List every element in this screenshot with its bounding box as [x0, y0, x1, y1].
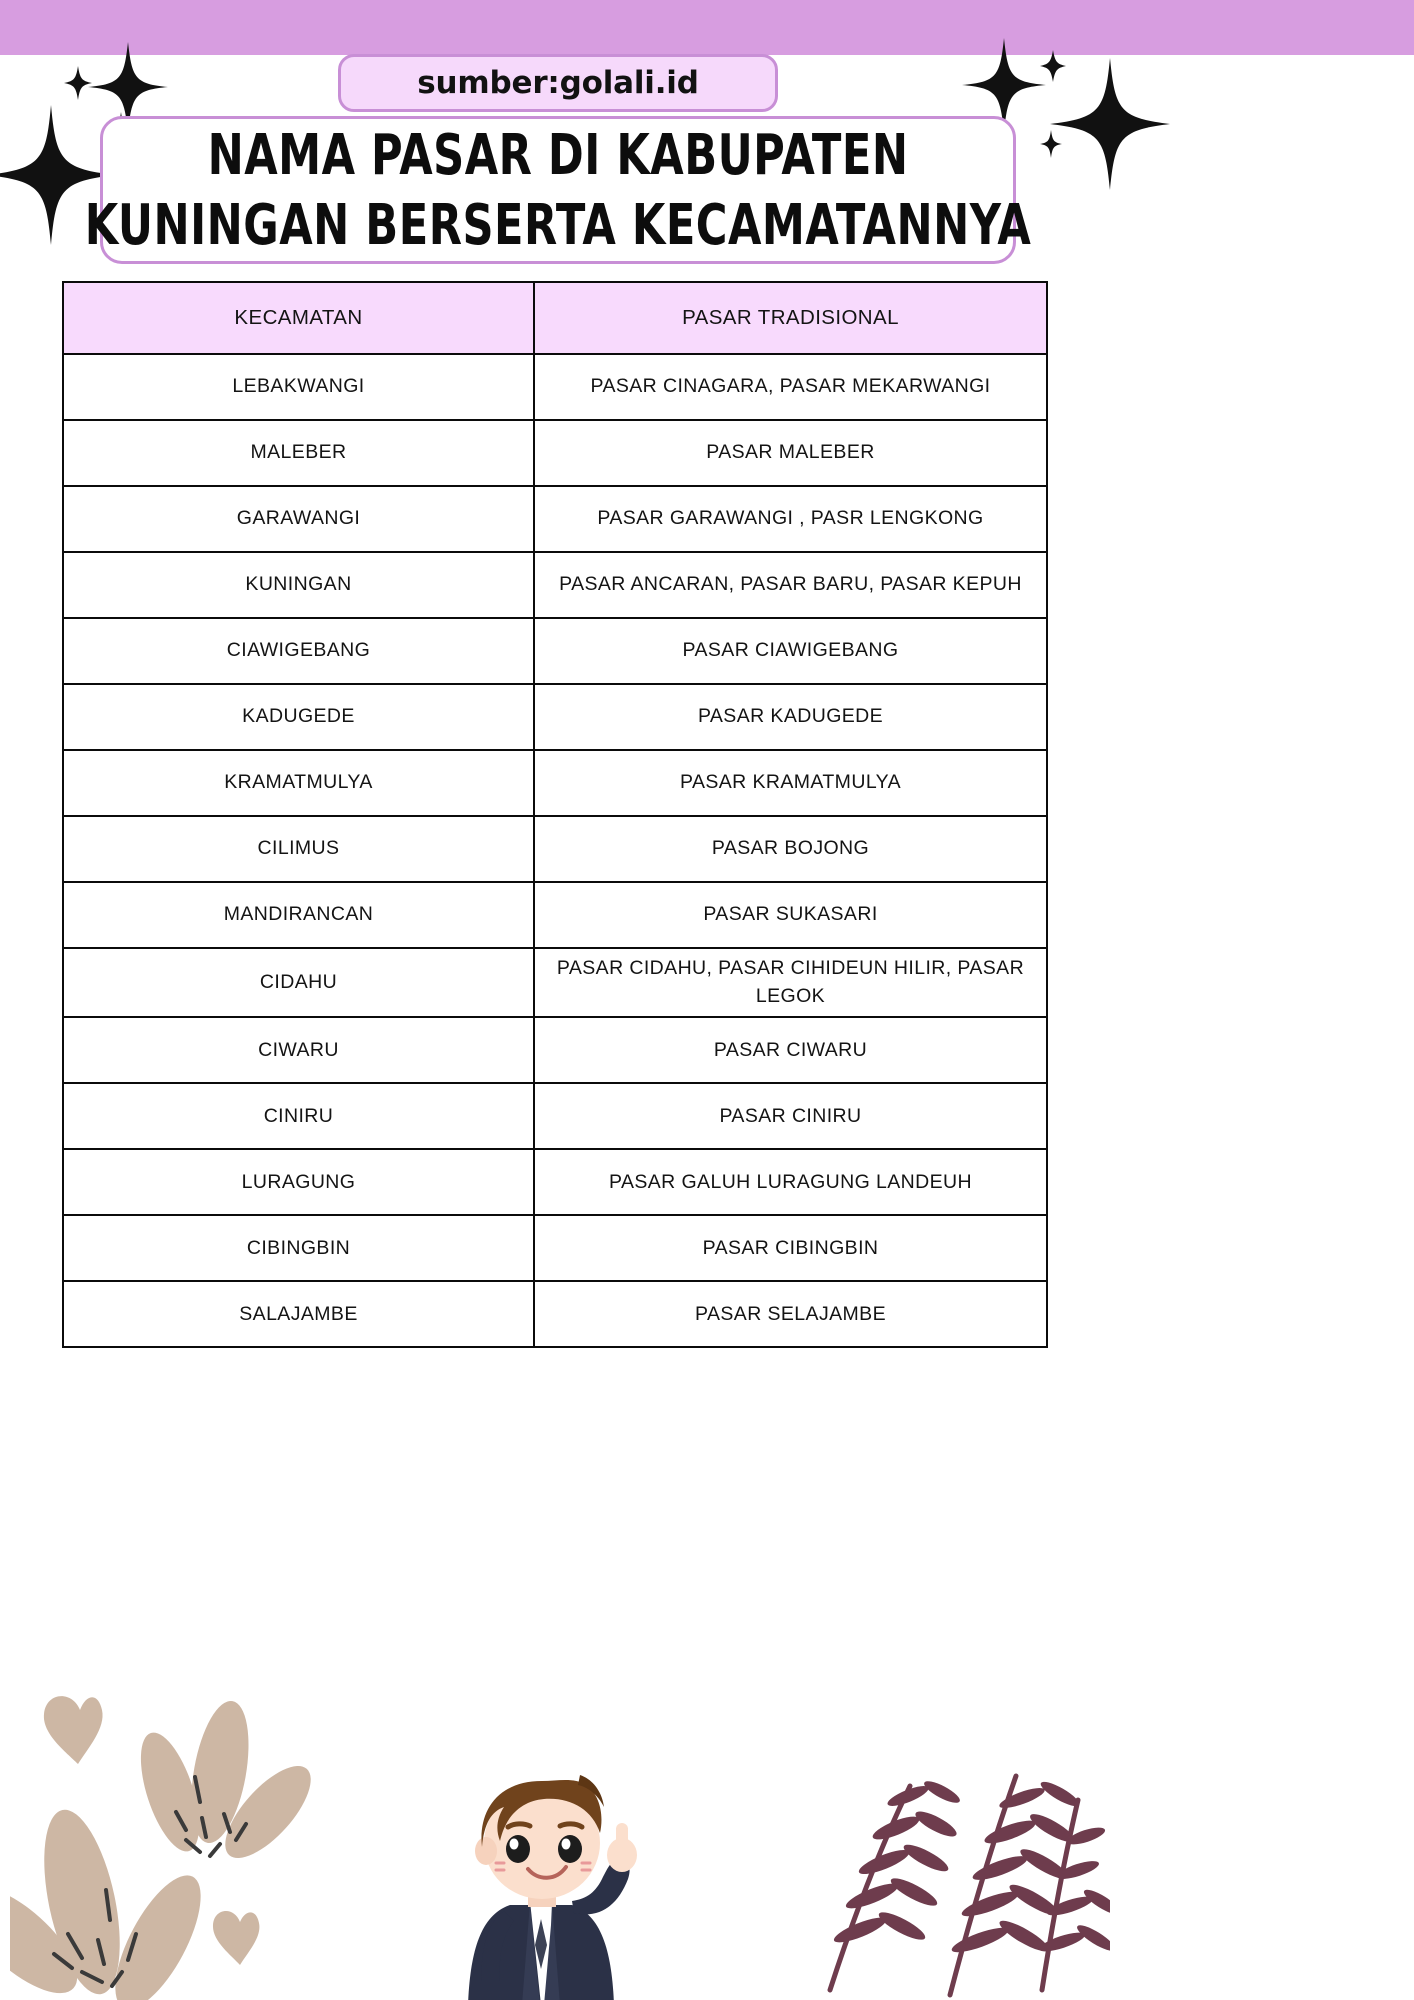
source-badge	[338, 54, 778, 112]
table-row	[63, 1215, 1047, 1281]
cell-kecamatan: CIDAHU	[63, 948, 534, 1017]
cell-kecamatan: CIWARU	[63, 1017, 534, 1083]
sparkle-icon	[1050, 58, 1170, 190]
markets-table	[62, 281, 1048, 1348]
cell-kecamatan: GARAWANGI	[63, 486, 534, 552]
cell-pasar-tradisional: PASAR SUKASARI	[534, 882, 1047, 948]
cell-kecamatan: CIAWIGEBANG	[63, 618, 534, 684]
beige-leaf-cluster-decoration	[10, 1672, 350, 2000]
table-row	[63, 684, 1047, 750]
cell-kecamatan: MALEBER	[63, 420, 534, 486]
cell-kecamatan: MANDIRANCAN	[63, 882, 534, 948]
cell-kecamatan: LURAGUNG	[63, 1149, 534, 1215]
page-title-line-1: NAMA PASAR DI KABUPATEN	[207, 121, 909, 188]
table-row	[63, 1281, 1047, 1347]
table-row	[63, 816, 1047, 882]
page-title-line-2: KUNINGAN BERSERTA KECAMATANNYA	[84, 191, 1032, 258]
cell-kecamatan: KUNINGAN	[63, 552, 534, 618]
cell-kecamatan: CINIRU	[63, 1083, 534, 1149]
table-row	[63, 486, 1047, 552]
cell-pasar-tradisional: PASAR KRAMATMULYA	[534, 750, 1047, 816]
table-row	[63, 750, 1047, 816]
table-row	[63, 618, 1047, 684]
cell-kecamatan: KADUGEDE	[63, 684, 534, 750]
table-row	[63, 420, 1047, 486]
table-row	[63, 1083, 1047, 1149]
cell-kecamatan: LEBAKWANGI	[63, 354, 534, 420]
column-header-pasar-tradisional: PASAR TRADISIONAL	[534, 282, 1047, 354]
table-row	[63, 354, 1047, 420]
cartoon-boy-illustration	[452, 1755, 682, 2000]
cell-pasar-tradisional: PASAR MALEBER	[534, 420, 1047, 486]
cell-pasar-tradisional: PASAR GALUH LURAGUNG LANDEUH	[534, 1149, 1047, 1215]
table-row	[63, 948, 1047, 1017]
table-header-row	[63, 282, 1047, 354]
cell-pasar-tradisional: PASAR ANCARAN, PASAR BARU, PASAR KEPUH	[534, 552, 1047, 618]
table-row	[63, 1149, 1047, 1215]
table-row	[63, 882, 1047, 948]
markets-table-container	[62, 281, 1046, 1348]
table-row	[63, 1017, 1047, 1083]
cell-pasar-tradisional: PASAR SELAJAMBE	[534, 1281, 1047, 1347]
cell-pasar-tradisional: PASAR CIAWIGEBANG	[534, 618, 1047, 684]
cell-kecamatan: CIBINGBIN	[63, 1215, 534, 1281]
cell-pasar-tradisional: PASAR KADUGEDE	[534, 684, 1047, 750]
top-purple-bar	[0, 0, 1414, 55]
sparkle-icon	[64, 66, 92, 100]
cell-pasar-tradisional: PASAR CIBINGBIN	[534, 1215, 1047, 1281]
cell-pasar-tradisional: PASAR CIWARU	[534, 1017, 1047, 1083]
column-header-kecamatan: KECAMATAN	[63, 282, 534, 354]
cell-kecamatan: SALAJAMBE	[63, 1281, 534, 1347]
cell-pasar-tradisional: PASAR CINAGARA, PASAR MEKARWANGI	[534, 354, 1047, 420]
cell-pasar-tradisional: PASAR CIDAHU, PASAR CIHIDEUN HILIR, PASAR LEGOK	[534, 948, 1047, 1017]
table-row	[63, 552, 1047, 618]
maroon-fern-decoration	[790, 1690, 1110, 2000]
cell-pasar-tradisional: PASAR CINIRU	[534, 1083, 1047, 1149]
cell-kecamatan: CILIMUS	[63, 816, 534, 882]
cell-kecamatan: KRAMATMULYA	[63, 750, 534, 816]
cell-pasar-tradisional: PASAR BOJONG	[534, 816, 1047, 882]
source-badge-label: sumber:golali.id	[417, 65, 699, 101]
cell-pasar-tradisional: PASAR GARAWANGI , PASR LENGKONG	[534, 486, 1047, 552]
poster-title-box	[84, 116, 1032, 264]
